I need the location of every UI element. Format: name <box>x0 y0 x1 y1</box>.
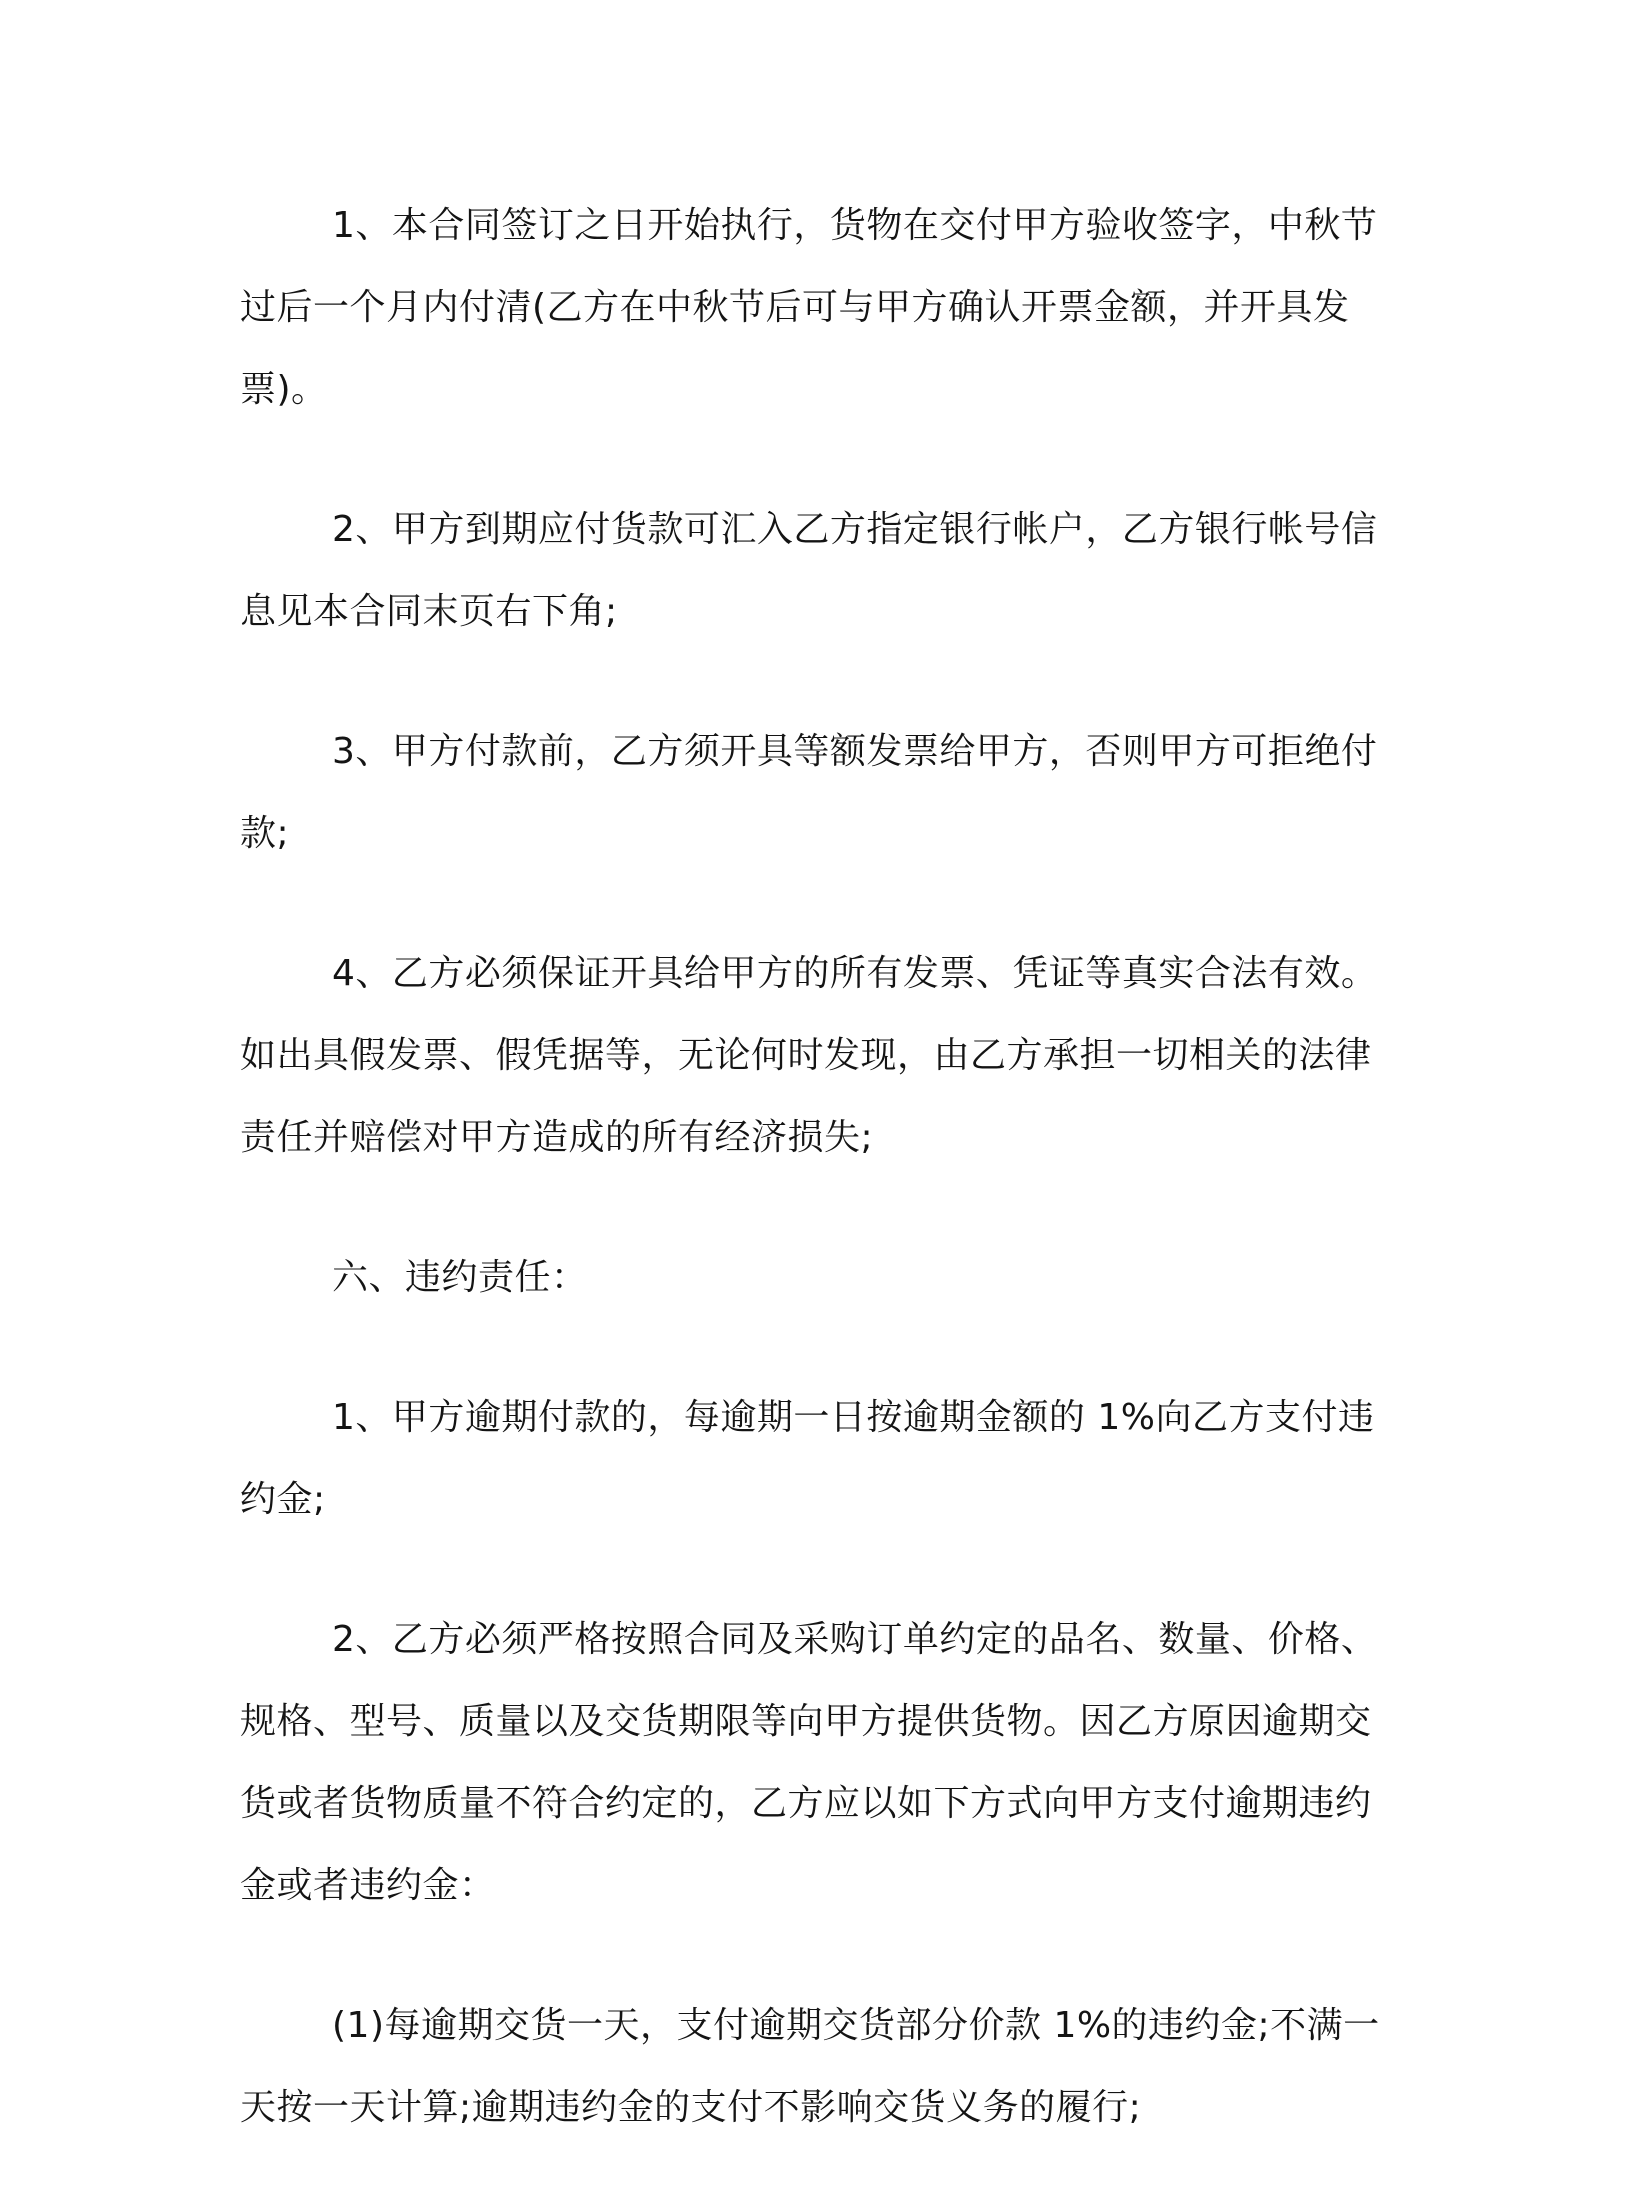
breach-clause-1: 1、甲方逾期付款的，每逾期一日按逾期金额的 1%向乙方支付违约金; <box>240 1397 1375 1520</box>
payment-clause-2: 2、甲方到期应付货款可汇入乙方指定银行帐户，乙方银行帐号信息见本合同末页右下角; <box>240 509 1378 632</box>
payment-clause-1: 1、本合同签订之日开始执行，货物在交付甲方验收签字，中秋节过后一个月内付清(乙方在中秋节后可与甲方确认开票金额，并开具发票)。 <box>240 205 1378 410</box>
payment-clause-4: 4、乙方必须保证开具给甲方的所有发票、凭证等真实合法有效。如出具假发票、假凭据等，无论何时发现，由乙方承担一切相关的法律责任并赔偿对甲方造成的所有经济损失; <box>240 953 1378 1158</box>
document-body <box>240 185 1380 2207</box>
breach-subclause-1: (1)每逾期交货一天，支付逾期交货部分价款 1%的违约金;不满一天按一天计算;逾期违约金的支付不影响交货义务的履行; <box>240 2005 1380 2128</box>
breach-clause-2: 2、乙方必须严格按照合同及采购订单约定的品名、数量、价格、规格、型号、质量以及交货期限等向甲方提供货物。因乙方原因逾期交货或者货物质量不符合约定的，乙方应以如下方式向甲方支付逾期违约金或者违约金： <box>240 1619 1378 1906</box>
payment-clause-3: 3、甲方付款前，乙方须开具等额发票给甲方，否则甲方可拒绝付款; <box>240 731 1378 854</box>
section-heading-breach-liability: 六、违约责任： <box>332 1257 588 1298</box>
